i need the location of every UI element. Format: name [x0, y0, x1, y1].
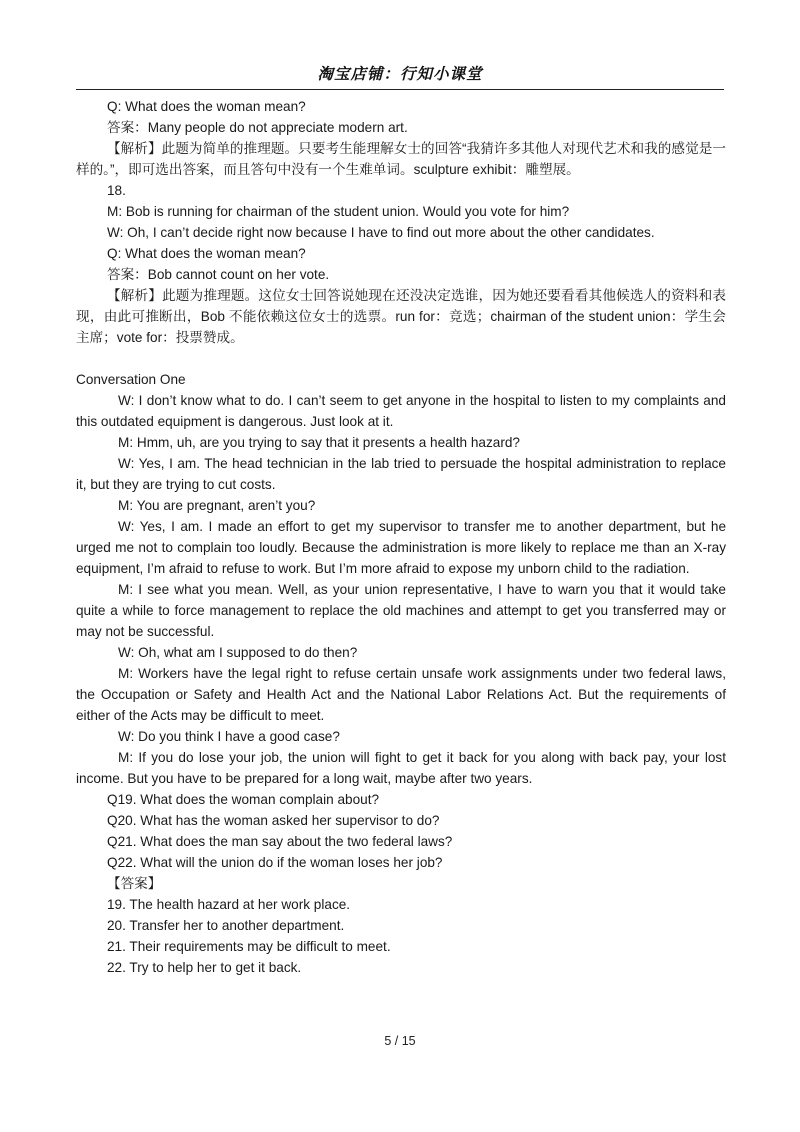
dialogue-line: W: Do you think I have a good case?	[118, 729, 340, 744]
dialogue-line: W: Oh, what am I supposed to do then?	[118, 645, 358, 660]
dialogue-line: M: I see what you mean. Well, as your union representative, I have to warn you that it would take quite a while to force management to replace the old machines and attempt to get you transferred may or may not be successful.	[76, 582, 726, 639]
answer-item: 21. Their requirements may be difficult to meet.	[107, 939, 391, 954]
q18-question: Q: What does the woman mean?	[107, 246, 306, 261]
answer-heading: 【答案】	[107, 876, 162, 891]
q17-answer: 答案：Many people do not appreciate modern art.	[107, 120, 408, 135]
question-item: Q21. What does the man say about the two federal laws?	[107, 834, 453, 849]
conversation-title: Conversation One	[76, 372, 186, 387]
question-item: Q19. What does the woman complain about?	[107, 792, 380, 807]
q18-number: 18.	[107, 183, 126, 198]
dialogue-line: M: If you do lose your job, the union will fight to get it back for you along with back pay, your lost income. But you have to be prepared for a long wait, maybe after two years.	[76, 750, 726, 786]
section-gap	[76, 348, 726, 369]
q18-answer: 答案：Bob cannot count on her vote.	[107, 267, 330, 282]
question-item: Q22. What will the union do if the woman loses her job?	[107, 855, 443, 870]
header-title: 淘宝店铺：行知小课堂	[317, 66, 483, 83]
dialogue-line: M: You are pregnant, aren’t you?	[118, 498, 316, 513]
page-number: 5 / 15	[384, 1034, 416, 1048]
q17-question: Q: What does the woman mean?	[107, 99, 306, 114]
dialogue-line: W: Yes, I am. The head technician in the lab tried to persuade the hospital administration to replace it, but they are trying to cut costs.	[76, 456, 726, 492]
dialogue-line: W: Yes, I am. I made an effort to get my supervisor to transfer me to another department, but he urged me not to complain too loudly. Because the administration is more likely to replace me than an X-ray equipment, I’m afraid to refuse to work. But I’m more afraid to expose my unborn child to the radiation.	[76, 519, 726, 576]
answer-item: 20. Transfer her to another department.	[107, 918, 345, 933]
dialogue-line: M: Hmm, uh, are you trying to say that it presents a health hazard?	[118, 435, 520, 450]
dialogue-line: W: I don’t know what to do. I can’t seem to get anyone in the hospital to listen to my complaints and this outdated equipment is dangerous. Just look at it.	[76, 393, 726, 429]
answer-item: 22. Try to help her to get it back.	[107, 960, 302, 975]
dialogue-line: M: Workers have the legal right to refuse certain unsafe work assignments under two federal laws, the Occupation or Safety and Health Act and the National Labor Relations Act. But the requirements of either of the Acts may be difficult to meet.	[76, 666, 726, 723]
question-item: Q20. What has the woman asked her supervisor to do?	[107, 813, 440, 828]
q18-w-line: W: Oh, I can’t decide right now because I have to find out more about the other candidates.	[107, 225, 655, 240]
header-divider	[76, 89, 724, 90]
page-content	[76, 96, 726, 978]
q18-m-line: M: Bob is running for chairman of the student union. Would you vote for him?	[107, 204, 570, 219]
q17-analysis: 【解析】此题为简单的推理题。只要考生能理解女士的回答“我猜许多其他人对现代艺术和我的感觉是一样的。”，即可选出答案，而且答句中没有一个生难单词。sculpture exhibit：雕塑展。	[76, 141, 726, 177]
answer-item: 19. The health hazard at her work place.	[107, 897, 351, 912]
q18-analysis: 【解析】此题为推理题。这位女士回答说她现在还没决定选谁，因为她还要看看其他候选人的资料和表现，由此可推断出，Bob 不能依赖这位女士的选票。run for：竞选；chairman of the student union：学生会主席；vote for：投票赞成。	[76, 288, 726, 345]
